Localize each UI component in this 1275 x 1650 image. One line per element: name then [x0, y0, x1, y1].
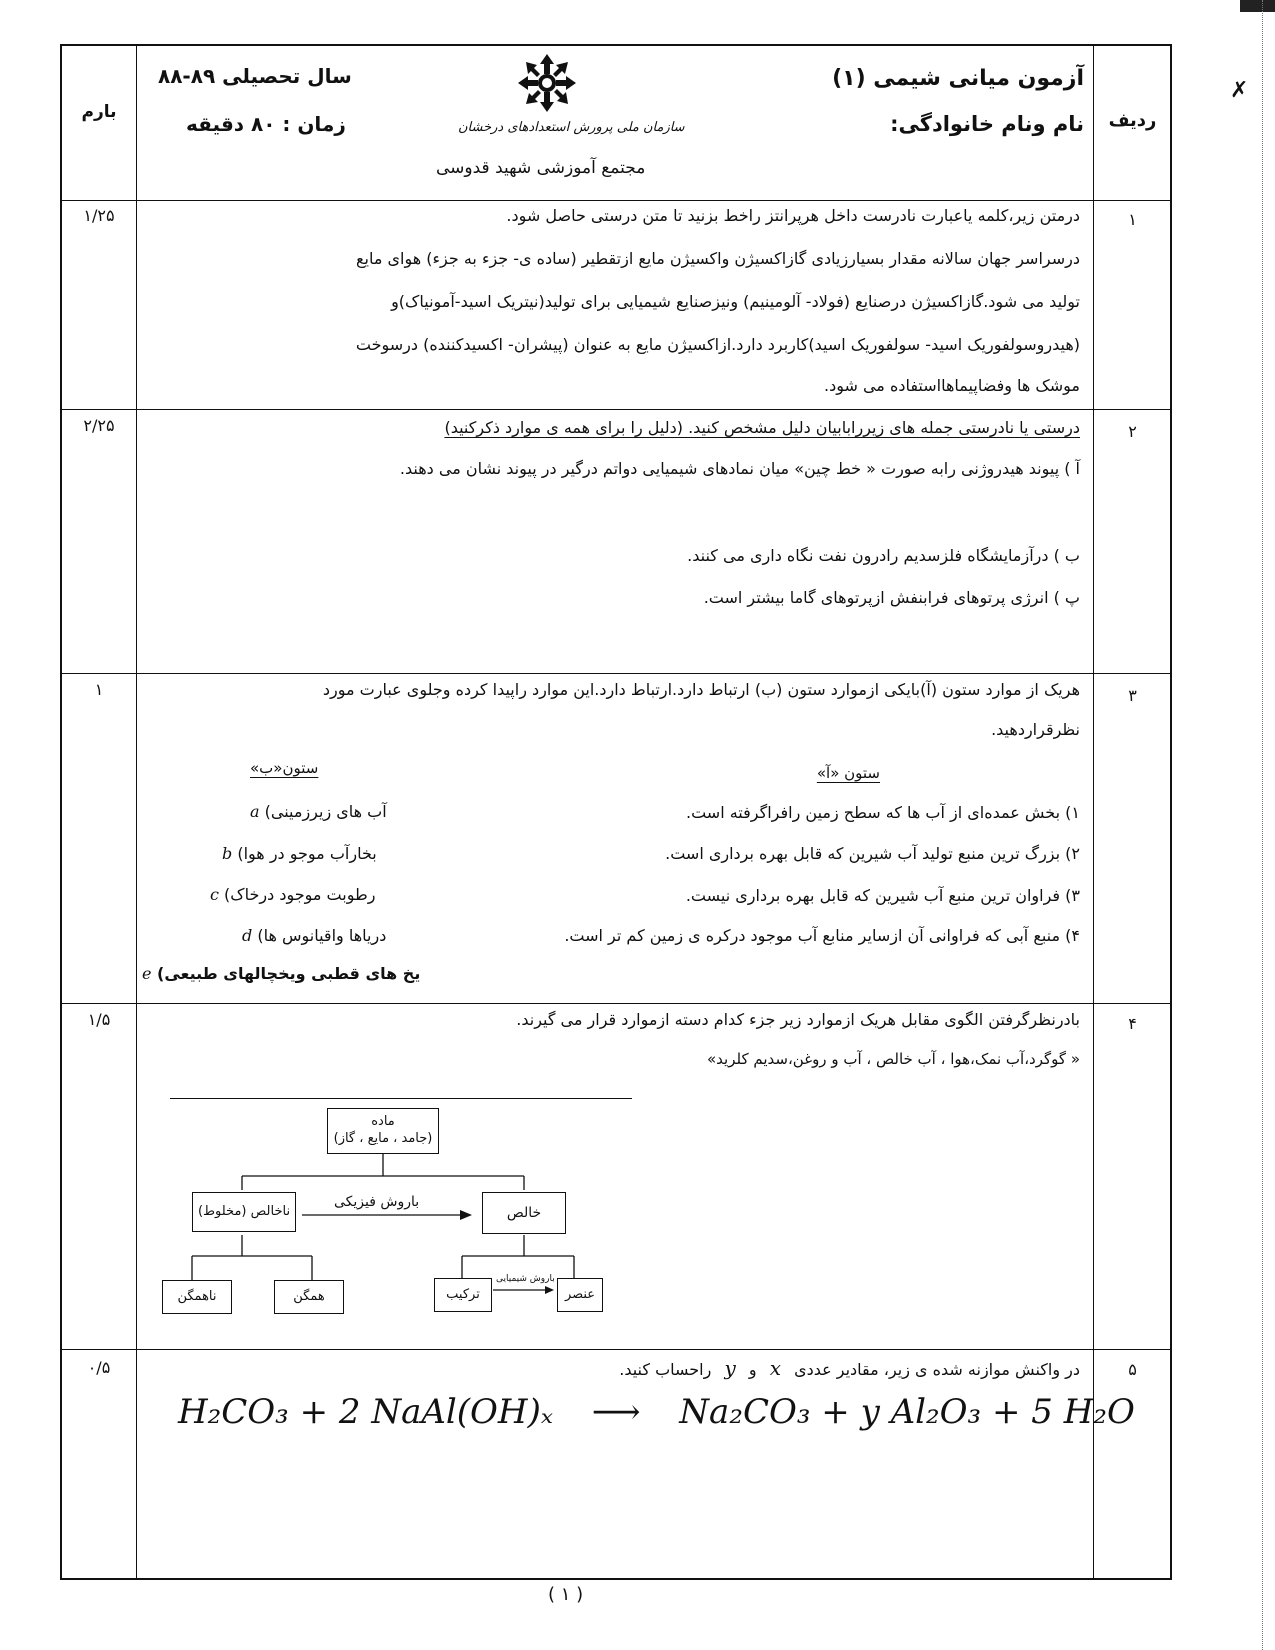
- column-b-item-d: درياها واقيانوس ها) d: [242, 926, 387, 945]
- column-a-item-2: ۲) بزرگ ترین منبع تولید آب شیرین که قابل بهره برداری است.: [665, 844, 1080, 863]
- question-2-item-a: آ ) پیوند هیدروژنی رابه صورت « خط چین» میان نمادهای شیمیایی دواتم درگیر در پیوند نشان می دهند.: [399, 459, 1080, 478]
- pure-box: خالص: [482, 1192, 566, 1234]
- column-a-item-3: ۳) فراوان ترین منبع آب شیرین که قابل بهره برداری نیست.: [685, 886, 1080, 905]
- scan-corner-scribble: ✗: [1230, 78, 1249, 103]
- column-b-item-b-letter: b: [222, 844, 233, 863]
- question-3-score: ۱: [94, 680, 104, 699]
- academic-year: سال تحصیلی ۸۹-۸۸: [158, 64, 352, 88]
- physical-method-label: باروش فیزیکی: [334, 1194, 420, 1210]
- column-b-item-b: بخارآب موجو در هوا) b: [222, 844, 377, 863]
- question-1-score: ۱/۲۵: [83, 206, 115, 225]
- question-5-number: ۵: [1128, 1360, 1137, 1379]
- column-b-item-b-text: بخارآب موجو در هوا: [243, 844, 377, 863]
- column-a-title: ستون «آ»: [816, 764, 880, 782]
- equation-reactants: H₂CO₃ + 2 NaAl(OH)ₓ: [178, 1392, 553, 1432]
- question-2-item-b: ب ) درآزمایشگاه فلزسدیم رادرون نفت نگاه داری می کنند.: [687, 546, 1080, 565]
- question-4-items: « گوگرد،آب نمک،هوا ، آب خالص ، آب و روغن،سدیم کلرید»: [706, 1050, 1080, 1068]
- row-divider-3: [62, 1003, 1170, 1004]
- column-a-item-1: ۱) بخش عمده‌ای از آب ها که سطح زمین رافراگرفته است.: [685, 803, 1080, 822]
- question-5-intro-pre: در واکنش موازنه شده ی زیر، مقادیر عددی: [794, 1360, 1080, 1379]
- question-5-intro: [619, 1356, 1080, 1380]
- column-b-item-c-text: رطوبت موجود درخاک: [230, 885, 376, 904]
- organization-logo: [516, 52, 578, 114]
- classification-diagram: [162, 1096, 642, 1336]
- exam-table: [60, 44, 1172, 1580]
- matter-label: ماده: [371, 1114, 395, 1130]
- question-1-line-1: درمتن زیر،کلمه یاعبارت نادرست داخل هرپرانتز راخط بزنید تا متن درستی حاصل شود.: [506, 206, 1080, 225]
- student-name-label: نام ونام خانوادگی:: [890, 112, 1084, 136]
- column-a-item-4: ۴) منبع آبی که فراوانی آن ازسایر منابع آب موجود درکره ی زمین کم تر است.: [564, 926, 1080, 945]
- question-1-line-3: تولید می شود.گازاکسیژن درصنایع (فولاد- آلومینیم) ونیزصنایع شیمیایی برای تولید(نیتریک اسید-آمونیاک)و: [391, 292, 1080, 311]
- column-b-item-a-text: آب های زیرزمینی: [270, 802, 387, 821]
- equation-arrow: ⟶: [591, 1392, 641, 1432]
- question-3-intro-line-1: هریک از موارد ستون (آ)بایکی ازموارد ستون (ب) ارتباط دارد.ارتباط دارد.این موارد راپیدا کرده وجلوی عبارت مورد: [322, 680, 1080, 699]
- equation-products: Na₂CO₃ + y Al₂O₃ + 5 H₂O: [679, 1392, 1135, 1432]
- question-4-intro: بادرنظرگرفتن الگوی مقابل هریک ازموارد زیر جزء کدام دسته ازموارد قرار می گیرند.: [516, 1010, 1080, 1029]
- row-column-label: ردیف: [1108, 110, 1157, 131]
- variable-y: y: [724, 1356, 736, 1380]
- variable-x: x: [769, 1356, 781, 1380]
- column-b-item-e-text: یخ های قطبی ویخچالهای طبیعی: [164, 964, 421, 983]
- column-b-item-e-letter: e: [142, 964, 152, 983]
- question-4-number: ۴: [1128, 1014, 1137, 1033]
- score-column-label: بارم: [81, 102, 117, 122]
- column-b-item-c-letter: c: [210, 885, 219, 904]
- question-1-line-2: درسراسر جهان سالانه مقدار بسیارزیادی گازاکسیژن واکسیژن مایع ازتقطیر (ساده ی- جزء به جزء) هوای مایع: [356, 249, 1080, 268]
- page-number: ( ۱ ): [548, 1584, 584, 1605]
- exam-title: آزمون میانی شیمی (۱): [832, 66, 1084, 91]
- column-b-item-a-letter: a: [250, 802, 260, 821]
- column-b-item-d-text: درياها واقيانوس ها: [263, 926, 387, 945]
- question-1-line-5: موشک ها وفضاپیماهااستفاده می شود.: [823, 376, 1080, 395]
- element-box: عنصر: [557, 1278, 603, 1312]
- homogeneous-box: همگن: [274, 1280, 344, 1314]
- question-5-intro-post: راحساب کنید.: [619, 1360, 712, 1379]
- question-5-score: ۰/۵: [87, 1358, 111, 1377]
- question-2-score: ۲/۲۵: [83, 416, 115, 435]
- question-2-number: ۲: [1128, 422, 1137, 441]
- heterogeneous-box: ناهمگن: [162, 1280, 232, 1314]
- question-1-line-4: (هیدروسولفوریک اسید- سولفوریک اسید)کاربرد دارد.ازاکسیژن مایع به عنوان (پیشران- اکسیدکننده) درسوخت: [355, 335, 1080, 354]
- exam-duration: زمان : ۸۰ دقیقه: [186, 112, 346, 136]
- question-3-intro-line-2: نظرقراردهید.: [991, 720, 1080, 739]
- question-5-conj: و: [748, 1360, 757, 1379]
- column-b-title: ستون«ب»: [250, 759, 319, 777]
- school-name: مجتمع آموزشی شهید قدوسی: [436, 158, 646, 178]
- header-divider: [62, 200, 1170, 201]
- column-b-item-a: آب های زیرزمینی) a: [250, 802, 387, 821]
- scan-edge-mark: [1240, 0, 1275, 12]
- organization-name: سازمان ملی پرورش استعدادهای درخشان: [458, 120, 685, 135]
- matter-states-label: (جامد ، مایع ، گاز): [333, 1131, 433, 1146]
- column-b-item-e: یخ های قطبی ویخچالهای طبیعی) e: [142, 964, 421, 983]
- impure-box: ناخالص (مخلوط): [192, 1192, 296, 1232]
- question-2-intro: درستی یا نادرستی جمله های زیررابابیان دلیل مشخص کنید. (دلیل را برای همه ی موارد ذکرکنید): [444, 418, 1080, 437]
- chemical-method-label: باروش شیمیایی: [496, 1274, 555, 1284]
- column-b-item-c: رطوبت موجود درخاک) c: [210, 885, 376, 904]
- row-divider-2: [62, 673, 1170, 674]
- row-divider-4: [62, 1349, 1170, 1350]
- question-2-item-p: پ ) انرژی پرتوهای فرابنفش ازپرتوهای گاما بیشتر است.: [703, 588, 1080, 607]
- reaction-equation: [178, 1392, 1135, 1432]
- scan-edge-line: [1262, 0, 1263, 1650]
- column-b-item-d-letter: d: [242, 926, 253, 945]
- row-divider-1: [62, 409, 1170, 410]
- question-4-score: ۱/۵: [87, 1010, 111, 1029]
- compound-box: ترکیب: [434, 1278, 492, 1312]
- question-1-number: ۱: [1128, 210, 1137, 229]
- question-3-number: ۳: [1128, 686, 1137, 705]
